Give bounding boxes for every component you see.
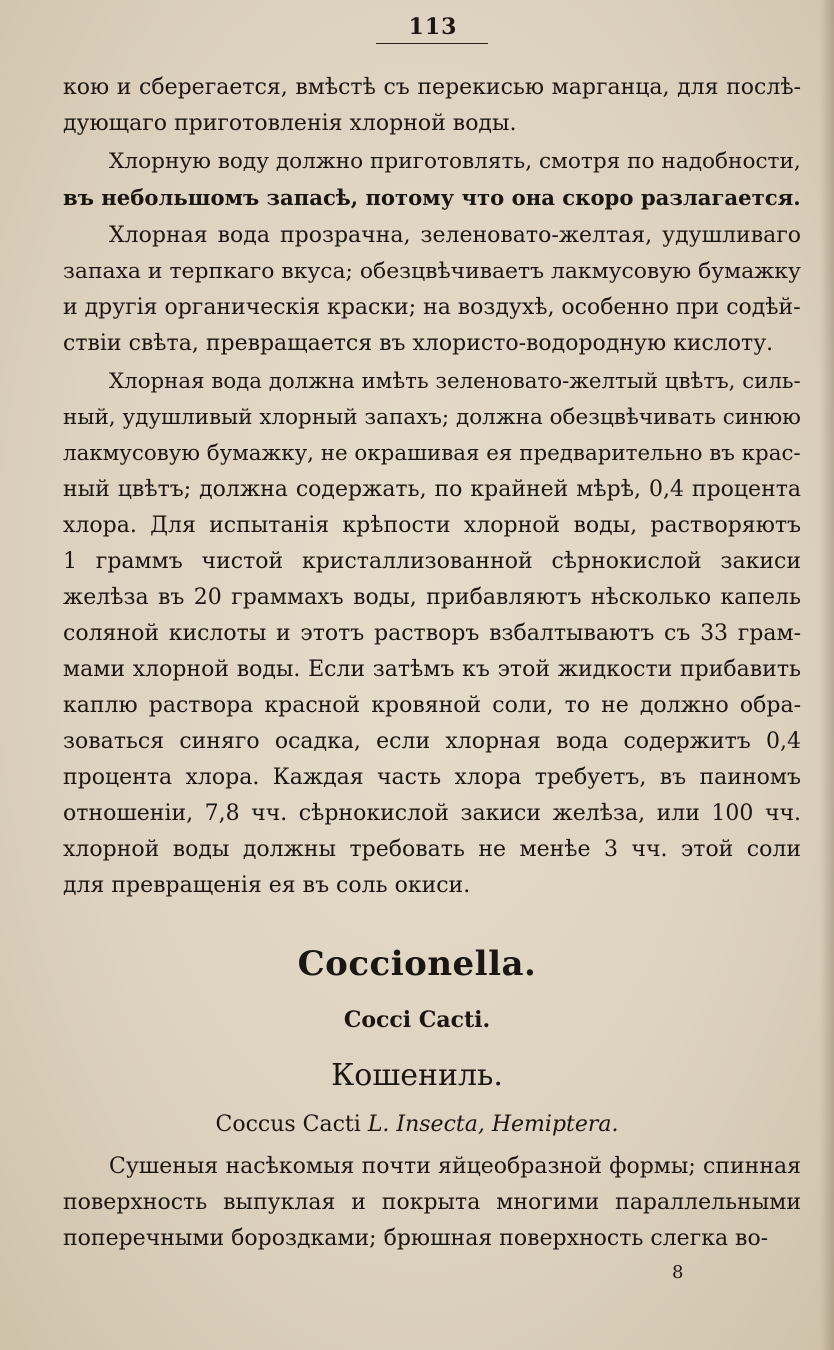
- text-line: зоваться синяго осадка, если хлорная вода содержитъ 0,4: [63, 729, 801, 754]
- text-line: желѣза въ 20 граммахъ воды, прибавляютъ нѣсколько капель: [63, 585, 801, 610]
- text-line: ный цвѣтъ; должна содержать, по крайней мѣрѣ, 0,4 процента: [63, 477, 801, 502]
- text-line: ствіи свѣта, превращается въ хлористо-водородную кислоту.: [63, 331, 774, 356]
- text-line: мами хлорной воды. Если затѣмъ къ этой жидкости прибавить: [63, 657, 801, 682]
- text-line: и другія органическія краски; на воздухѣ, особенно при содѣй-: [63, 295, 801, 320]
- text-line: Хлорную воду должно приготовлять, смотря по надобности,: [109, 149, 801, 174]
- text-line: въ небольшомъ запасѣ, потому что она скоро разлагается.: [63, 185, 801, 210]
- text-line: Хлорная вода прозрачна, зеленовато-желтая, удушливаго: [109, 223, 801, 248]
- text-line: Хлорная вода должна имѣть зеленовато-желтый цвѣтъ, силь-: [109, 369, 801, 394]
- species-classification: L. Insecta, Hemiptera.: [367, 1112, 619, 1137]
- text-line: кою и сберегается, вмѣстѣ съ перекисью марганца, для послѣ-: [63, 75, 801, 100]
- species-name: Coccus Cacti: [215, 1112, 361, 1137]
- signature-mark: 8: [672, 1262, 684, 1283]
- header-rule: [376, 43, 488, 44]
- text-line: лакмусовую бумажку, не окрашивая ея предварительно въ крас-: [63, 441, 801, 466]
- text-line: дующаго приготовленія хлорной воды.: [63, 111, 517, 136]
- text-line: соляной кислоты и этотъ растворъ взбалтываютъ съ 33 грам-: [63, 621, 801, 646]
- text-line: хлора. Для испытанія крѣпости хлорной воды, растворяютъ: [63, 513, 801, 538]
- text-line: хлорной воды должны требовать не менѣе 3 чч. этой соли: [63, 837, 801, 862]
- paragraph: [63, 70, 801, 142]
- text-line: запаха и терпкаго вкуса; обезцвѣчиваетъ лакмусовую бумажку: [63, 259, 801, 284]
- text-line: процента хлора. Каждая часть хлора требуетъ, въ паиномъ: [63, 765, 801, 790]
- page-edge-shadow: [820, 0, 834, 1350]
- text-line: каплю раствора красной кровяной соли, то не должно обра-: [63, 693, 801, 718]
- paragraph: [63, 364, 801, 904]
- text-line: ный, удушливый хлорный запахъ; должна обезцвѣчивать синюю: [63, 405, 801, 430]
- paragraph: [63, 1149, 801, 1257]
- page-number: 113: [408, 14, 458, 40]
- text-line: отношеніи, 7,8 чч. сѣрнокислой закиси желѣза, или 100 чч.: [63, 801, 801, 826]
- text-line: для превращенія ея въ соль окиси.: [63, 873, 471, 898]
- paragraph: [63, 144, 801, 216]
- heading-latin-title: Coccionella.: [297, 944, 537, 984]
- text-line: поверхность выпуклая и покрыта многими параллельными: [63, 1190, 801, 1215]
- paragraph: [63, 218, 801, 362]
- heading-species-line: [0, 1112, 834, 1137]
- text-line: Сушеныя насѣкомыя почти яйцеобразной формы; спинная: [109, 1154, 801, 1179]
- text-line: поперечными бороздками; брюшная поверхность слегка во-: [63, 1226, 769, 1251]
- heading-latin-synonym: Cocci Cacti.: [343, 1007, 491, 1033]
- heading-russian-title: Кошениль.: [331, 1058, 503, 1093]
- text-line: 1 граммъ чистой кристаллизованной сѣрнокислой закиси: [63, 549, 801, 574]
